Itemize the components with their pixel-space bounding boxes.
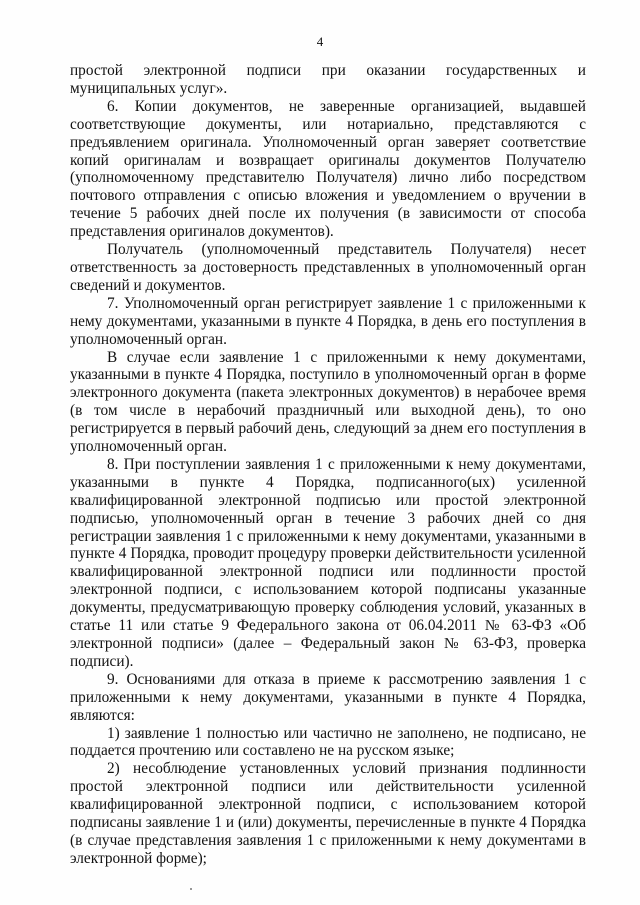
paragraph-item-9: 9. Основаниями для отказа в приеме к рассмотрению заявления 1 с приложенными к нему документами, указанными в пункте 4 Порядка, являются: bbox=[70, 670, 586, 724]
paragraph-item-7: 7. Уполномоченный орган регистрирует заявление 1 с приложенными к нему документами, указанными в пункте 4 Порядка, в день его поступления в уполномоченный орган. bbox=[70, 294, 586, 348]
paragraph-subitem-1: 1) заявление 1 полностью или частично не заполнено, не подписано, не поддается прочтению или составлено не на русском языке; bbox=[70, 724, 586, 760]
document-body bbox=[70, 62, 586, 868]
paragraph-continuation: простой электронной подписи при оказании государственных и муниципальных услуг». bbox=[70, 62, 586, 97]
paragraph-subitem-2: 2) несоблюдение установленных условий признания подлинности простой электронной подписи или действительности усиленной квалифицированной электронной подписи, с использованием которой подписаны заявление 1 и (или) документы, перечисленные в пункте 4 Порядка (в случае представления заявления 1 с приложенными к нему документами в электронной форме); bbox=[70, 760, 586, 867]
paragraph-responsibility: Получатель (уполномоченный представитель Получателя) несет ответственность за достоверность представленных в уполномоченный орган сведений и документов. bbox=[70, 241, 586, 294]
paragraph-item-6: 6. Копии документов, не заверенные организацией, выдавшей соответствующие документы, или нотариально, представляются с предъявлением оригинала. Уполномоченный орган заверяет соответствие копий оригиналам и возвращает оригиналы документов Получателю (уполномоченному представителю Получателя) лично либо посредством почтового отправления с описью вложения и уведомлением о вручении в течение 5 рабочих дней после их получения (в зависимости от способа представления оригиналов документов). bbox=[70, 97, 586, 241]
paragraph-non-working-time: В случае если заявление 1 с приложенными к нему документами, указанными в пункте 4 Порядка, поступило в уполномоченный орган в форме электронного документа (пакета электронных документов) в нерабочее время (в том числе в нерабочий праздничный или выходной день), то оно регистрируется в первый рабочий день, следующий за днем его поступления в уполномоченный орган. bbox=[70, 348, 586, 456]
paragraph-item-8: 8. При поступлении заявления 1 с приложенными к нему документами, указанными в пункте 4 Порядка, подписанного(ых) усиленной квалифицированной электронной подписью или простой электронной подписью, уполномоченный орган в течение 3 рабочих дней со дня регистрации заявления 1 с приложенными к нему документами, указанными в пункте 4 Порядка, проводит процедуру проверки действительности усиленной квалифицированной электронной подписи или подлинности простой электронной подписи, с использованием которой подписаны указанные документы, предусматривающую проверку соблюдения условий, указанных в статье 11 или статье 9 Федерального закона от 06.04.2011 № 63-ФЗ «Об электронной подписи» (далее – Федеральный закон № 63-ФЗ, проверка подписи). bbox=[70, 455, 586, 670]
page-number: 4 bbox=[316, 34, 324, 49]
scan-dot bbox=[190, 888, 192, 890]
